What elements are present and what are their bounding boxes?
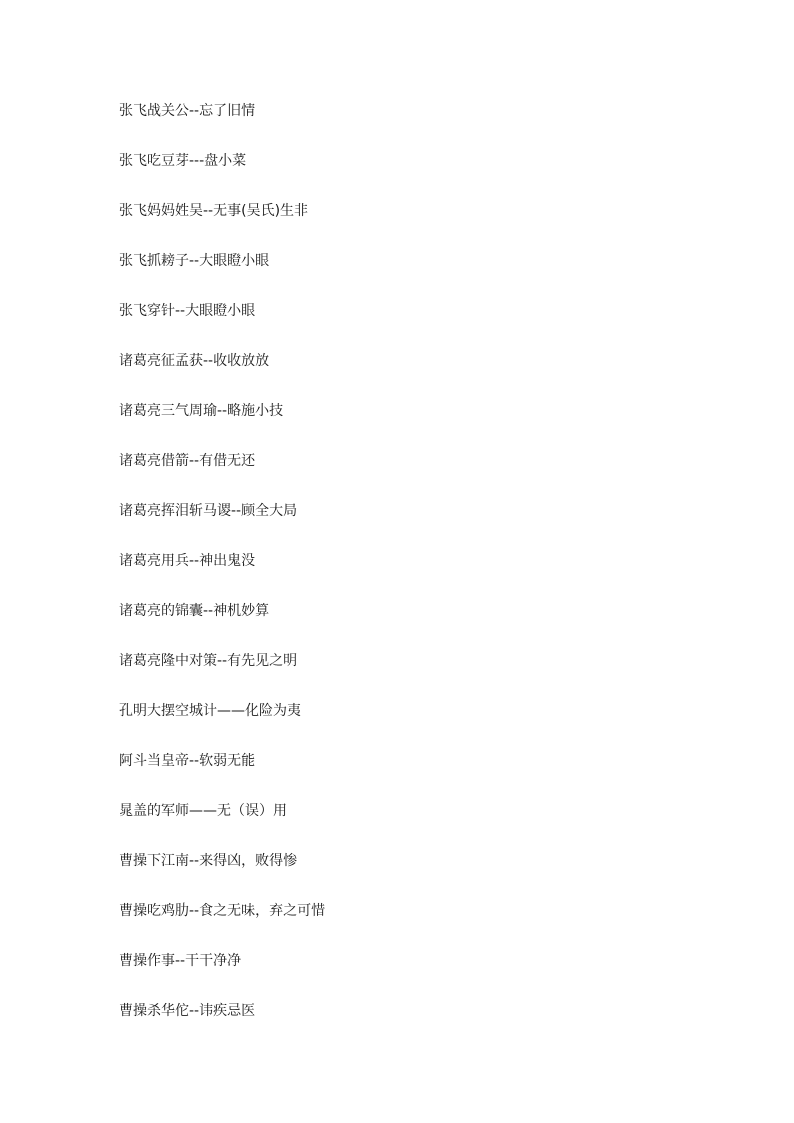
- list-item: 张飞穿针--大眼瞪小眼: [119, 303, 256, 319]
- list-item: 诸葛亮挥泪斩马谡--顾全大局: [119, 503, 298, 519]
- list-item: 张飞抓耪子--大眼瞪小眼: [119, 253, 270, 269]
- list-item: 曹操杀华佗--讳疾忌医: [119, 1003, 256, 1019]
- xiehouyu-list: [119, 100, 325, 1050]
- list-item: 诸葛亮三气周瑜--略施小技: [119, 403, 284, 419]
- list-item: 张飞战关公--忘了旧情: [119, 103, 256, 119]
- list-item: 晁盖的军师——无（误）用: [119, 803, 287, 819]
- list-item: 曹操作事--干干净净: [119, 953, 242, 969]
- list-item: 诸葛亮用兵--神出鬼没: [119, 553, 256, 569]
- list-item: 诸葛亮隆中对策--有先见之明: [119, 653, 298, 669]
- list-item: 诸葛亮借箭--有借无还: [119, 453, 256, 469]
- list-item: 诸葛亮征孟获--收收放放: [119, 353, 270, 369]
- list-item: 诸葛亮的锦囊--神机妙算: [119, 603, 270, 619]
- list-item: 曹操吃鸡肋--食之无味，弃之可惜: [119, 903, 326, 919]
- list-item: 阿斗当皇帝--软弱无能: [119, 753, 256, 769]
- list-item: 张飞吃豆芽---盘小菜: [119, 153, 247, 169]
- list-item: 曹操下江南--来得凶，败得惨: [119, 853, 298, 869]
- list-item: 孔明大摆空城计——化险为夷: [119, 703, 301, 719]
- list-item: 张飞妈妈姓吴--无事(吴氏)生非: [119, 203, 309, 219]
